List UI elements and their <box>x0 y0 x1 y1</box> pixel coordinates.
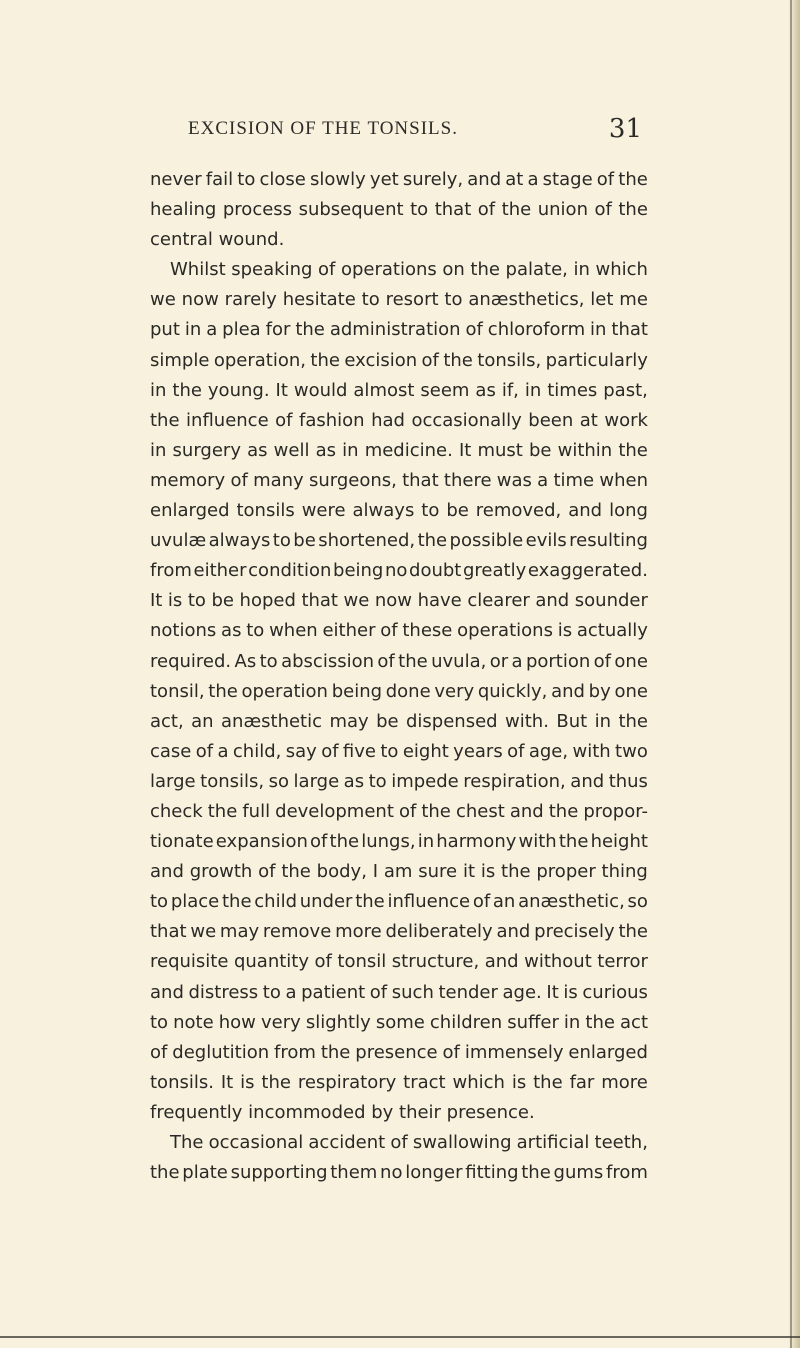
text-line: we now rarely hesitate to resort to anæsthetics, let me <box>150 289 648 311</box>
text-line: The occasional accident of swallowing artificial teeth, <box>170 1132 648 1153</box>
text-line: central wound. <box>150 229 285 251</box>
text-line: of deglutition from the presence of immensely enlarged <box>150 1041 648 1063</box>
text-line: tionate expansion of the lungs, in harmony with the height <box>150 831 648 853</box>
text-line: It is to be hoped that we now have clearer and sounder <box>150 590 648 612</box>
text-line: uvulæ always to be shortened, the possible evils resulting <box>150 530 648 552</box>
text-line: the influence of fashion had occasionally been at work <box>150 409 648 431</box>
page-edge-line <box>790 0 792 1348</box>
text-line: memory of many surgeons, that there was a time when <box>150 469 648 491</box>
text-line: requisite quantity of tonsil structure, and without terror <box>150 951 648 973</box>
page-bottom-edge <box>0 1336 800 1338</box>
text-line: to place the child under the influence of an anæsthetic, so <box>150 891 648 913</box>
text-line: enlarged tonsils were always to be removed, and long <box>150 500 648 522</box>
text-line: frequently incommoded by their presence. <box>150 1101 535 1123</box>
text-line: and growth of the body, I am sure it is the proper thing <box>150 861 648 883</box>
text-line: healing process subsequent to that of the union of the <box>150 199 648 221</box>
text-line: case of a child, say of five to eight years of age, with two <box>150 740 648 762</box>
text-line: tonsils. It is the respiratory tract which is the far more <box>150 1071 648 1093</box>
text-line: never fail to close slowly yet surely, and at a stage of the <box>150 169 648 190</box>
text-line: to note how very slightly some children suffer in the act <box>150 1011 648 1033</box>
text-line: put in a plea for the administration of chloroform in that <box>150 319 648 341</box>
text-line: act, an anæsthetic may be dispensed with. But in the <box>150 710 648 732</box>
text-line: and distress to a patient of such tender age. It is curious <box>150 981 648 1003</box>
text-line: that we may remove more deliberately and precisely the <box>150 921 648 943</box>
running-header <box>150 114 650 146</box>
body-text <box>150 165 648 1188</box>
text-line: the plate supporting them no longer fitting the gums from <box>150 1162 648 1184</box>
text-line: large tonsils, so large as to impede respiration, and thus <box>150 770 648 792</box>
text-line: Whilst speaking of operations on the palate, in which <box>170 259 648 281</box>
running-title: EXCISION OF THE TONSILS. <box>188 118 458 139</box>
text-line: from either condition being no doubt greatly exaggerated. <box>150 560 648 582</box>
text-line: required. As to abscission of the uvula, or a portion of one <box>150 650 648 672</box>
text-line: in the young. It would almost seem as if, in times past, <box>150 379 648 401</box>
text-line: tonsil, the operation being done very quickly, and by one <box>150 680 648 702</box>
text-line: simple operation, the excision of the tonsils, particularly <box>150 349 648 371</box>
text-line: in surgery as well as in medicine. It must be within the <box>150 439 648 461</box>
text-line: notions as to when either of these operations is actually <box>150 620 648 642</box>
page-number: 31 <box>608 114 642 144</box>
text-line: check the full development of the chest and the propor- <box>150 800 648 822</box>
